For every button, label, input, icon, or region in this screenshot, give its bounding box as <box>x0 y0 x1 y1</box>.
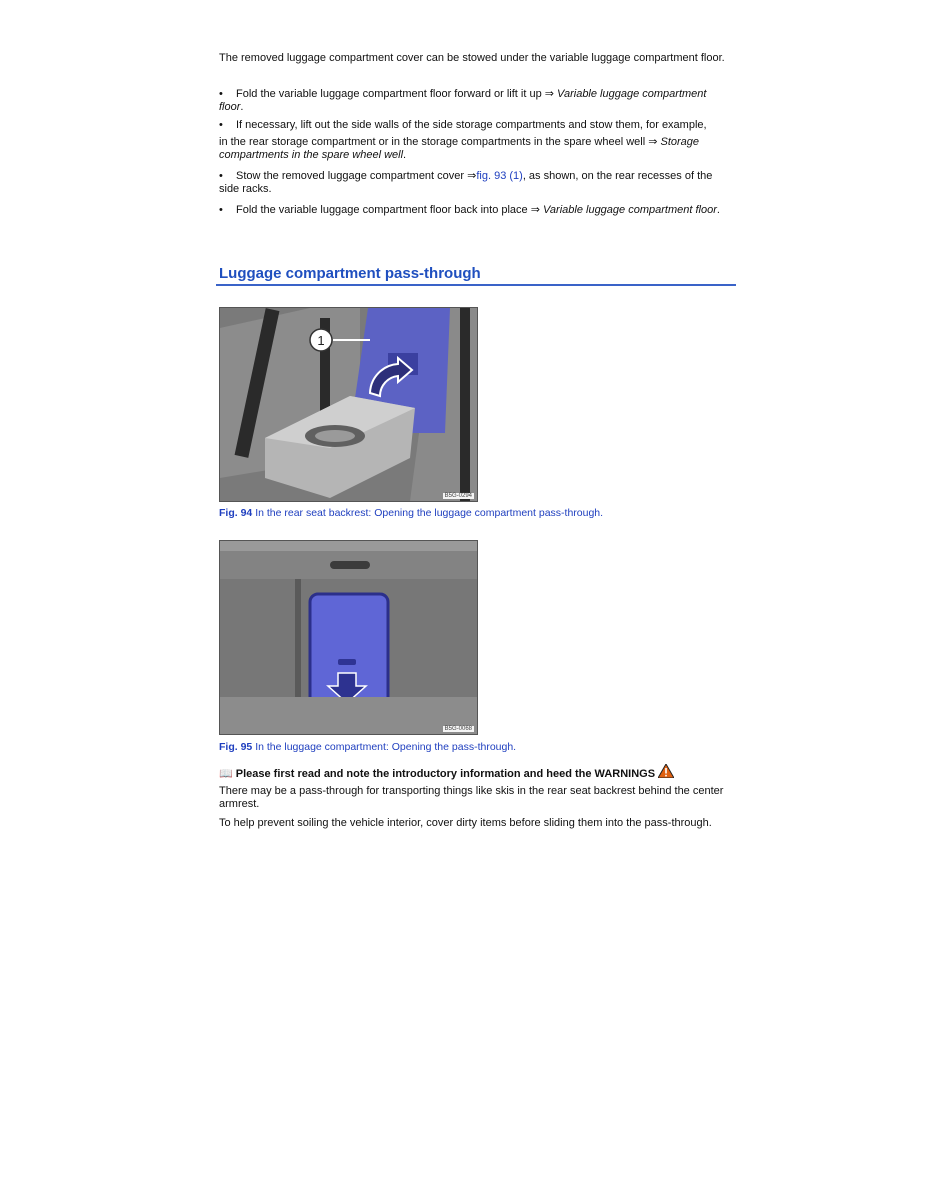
figure-95-code: B5G-0068 <box>444 726 472 732</box>
figure-94-code: B5G-0294 <box>444 493 472 499</box>
section-divider <box>216 284 736 286</box>
bullet-1: • Fold the variable luggage compartment floor forward or lift it up ⇒ Variable luggage compartment floor. <box>219 88 707 113</box>
fig-93-link[interactable]: fig. 93 (1) <box>476 170 523 182</box>
notice-line: 📖 Please first read and note the introductory information and heed the WARNINGS <box>219 764 739 781</box>
bullet-3: • Stow the removed luggage compartment cover ⇒fig. 93 (1), as shown, on the rear recesses of the side racks. <box>219 170 713 195</box>
bullet-4: • Fold the variable luggage compartment floor back into place ⇒ Variable luggage compartment floor. <box>219 204 720 216</box>
callout-1-label: 1 <box>317 333 325 348</box>
book-icon: 📖 <box>219 768 233 780</box>
intro-paragraph: The removed luggage compartment cover can be stowed under the variable luggage compartment floor. <box>219 52 725 64</box>
section-title: Luggage compartment pass-through <box>219 265 481 282</box>
figure-95-caption: Fig. 95 In the luggage compartment: Opening the pass-through. <box>219 741 517 753</box>
rear-seat-illustration <box>220 308 477 501</box>
figure-94-image <box>219 307 478 502</box>
warning-icon <box>658 764 674 778</box>
figure-95-image <box>219 540 478 735</box>
pass-through-illustration <box>220 541 477 734</box>
paragraph-2: To help prevent soiling the vehicle interior, cover dirty items before sliding them into the pass-through. <box>219 817 712 829</box>
figure-94-caption: Fig. 94 In the rear seat backrest: Opening the luggage compartment pass-through. <box>219 507 604 519</box>
paragraph-1: There may be a pass-through for transporting things like skis in the rear seat backrest behind the center armrest. <box>219 785 724 810</box>
bullet-2: • If necessary, lift out the side walls of the side storage compartments and stow them, for example, in the rear storage compartment or in the storage compartments in the spare wheel well ⇒ Storage compartments in the spare wheel well. <box>219 119 707 161</box>
